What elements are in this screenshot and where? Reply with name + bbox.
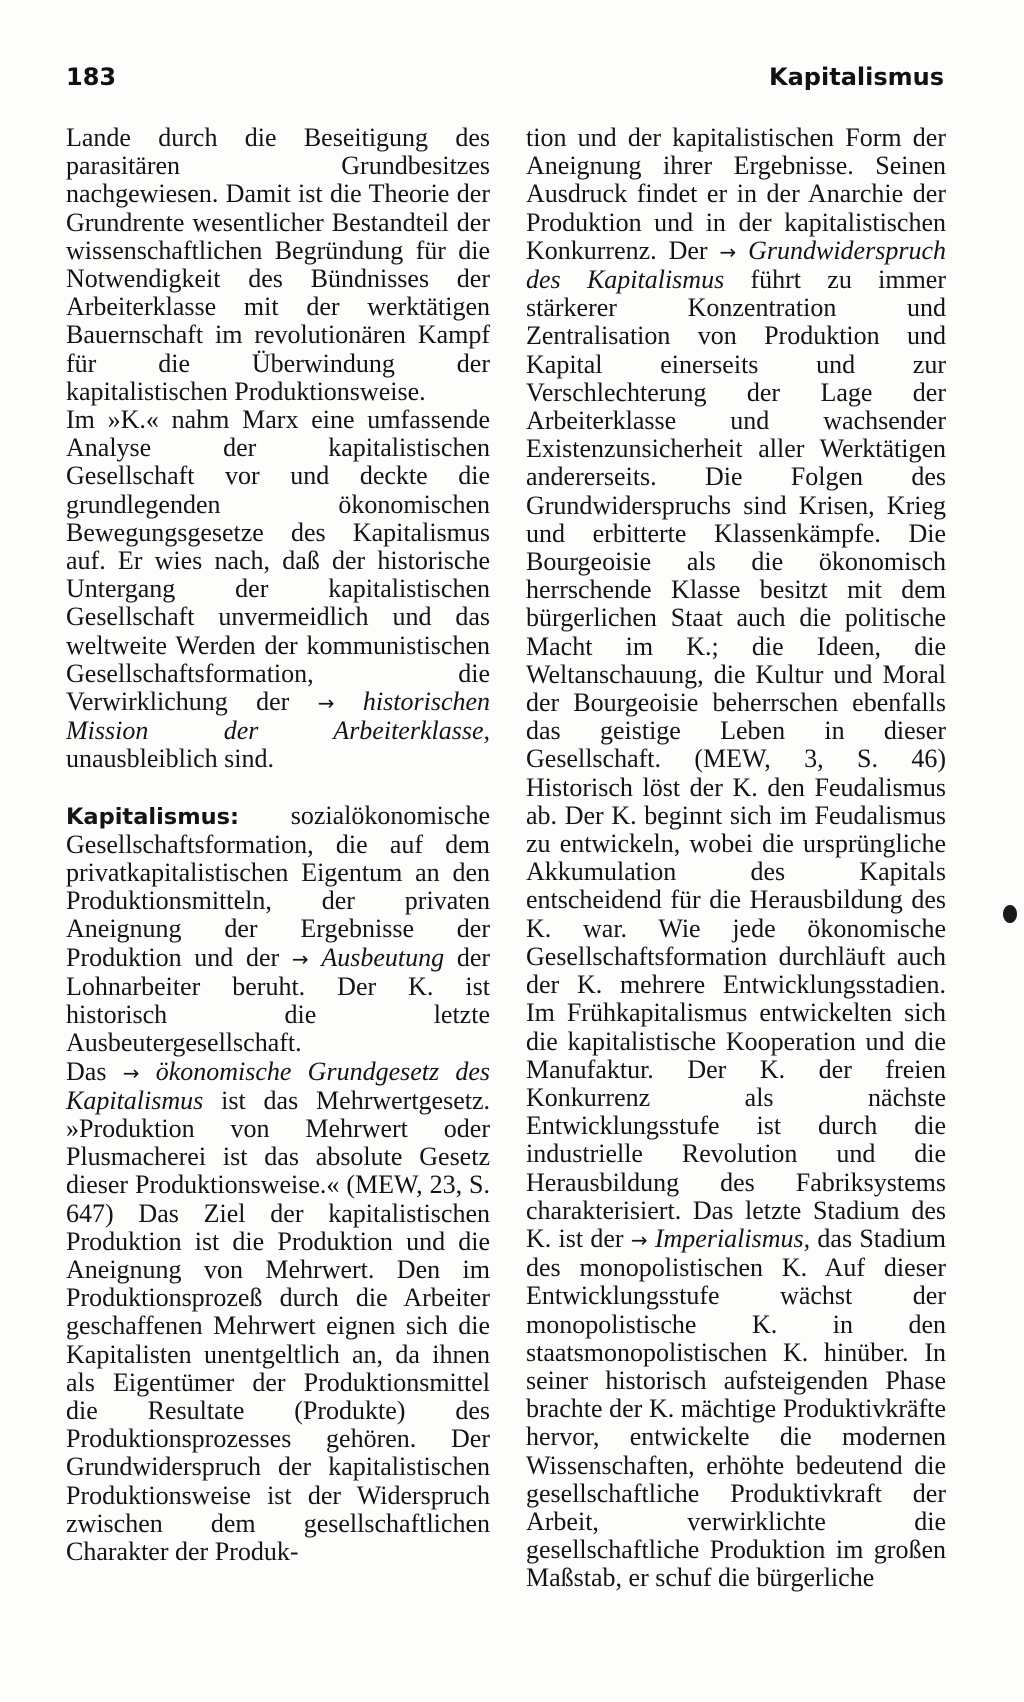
- cross-reference-ausbeutung[interactable]: Ausbeutung: [321, 942, 445, 972]
- cross-reference-arrow-icon: →: [291, 946, 309, 971]
- paragraph-text: tion und der kapitalistischen Form der Aneignung ihrer Ergebnisse. Seinen Ausdruck findet er in der Anarchie der Produktion und in der kapitalistischen Konkurrenz. Der: [526, 123, 946, 265]
- running-head: Kapitalismus: [769, 63, 944, 91]
- paragraph-text: ist das Mehrwertgesetz. »Produktion von Mehrwert oder Plusmacherei ist das absolute Gesetz dieser Produktionsweise.« (MEW, 23, S. 647) Das Ziel der kapitalistischen Produktion ist die Produktion und die Aneignung von Mehrwert. Den im Produktionsprozeß durch die Arbeiter geschaffenen Mehrwert eignen sich die Kapitalisten unentgeltlich an, da ihnen als Eigentümer der Produktionsmittel die Resultate (Produkte) des Produktionsprozesses gehören. Der Grundwiderspruch der kapitalistischen Produktionsweise ist der Widerspruch zwischen dem gesellschaftlichen Charakter der Produk-: [66, 1085, 491, 1566]
- cross-reference-arrow-icon: →: [719, 239, 737, 264]
- paragraph-grundgesetz: [66, 1058, 490, 1567]
- cross-reference-grundwiderspruch[interactable]: Grundwiderspruch des Kapitalismus: [526, 235, 946, 295]
- paragraph-text: führt zu immer stärkerer Konzentration und Zentralisation von Produktion und Kapital einerseits und zur Verschlechterung der Lage der Arbeiterklasse und wachsender Existenzunsicherheit aller Werktätigen andererseits. Die Folgen des Grundwiderspruchs sind Krisen, Krieg und erbitterte Klassenkämpfe. Die Bourgeoisie als die ökonomisch herrschende Klasse besitzt mit dem bürgerlichen Staat auch die politische Macht im K.; die Ideen, die Weltanschauung, die Kultur und Moral der Bourgeoisie beherrschen ebenfalls das geistige Leben in dieser Gesellschaft. (MEW, 3, S. 46) Historisch löst der K. den Feudalismus ab. Der K. beginnt sich im Feudalismus zu entwickeln, wobei die ursprüngliche Akkumulation des Kapitals entscheidend für die Herausbildung des K. war. Wie jede ökonomische Gesellschaftsformation durchläuft auch der K. mehrere Entwicklungsstadien. Im Frühkapitalismus entwickelten sich die kapitalistische Kooperation und die Manufaktur. Der K. der freien Konkurrenz als nächste Entwicklungsstufe ist durch die industrielle Revolution und die Herausbildung des Fabriksystems charakterisiert. Das letzte Stadium des K. ist der: [526, 265, 946, 1253]
- cross-reference-imperialismus[interactable]: Imperialismus,: [654, 1223, 811, 1253]
- right-column: [526, 124, 946, 1593]
- paragraph-text: das Stadium des monopolistischen K. Auf dieser Entwicklungsstufe wächst der monopolistische K. in den staatsmonopolistischen K. hinüber. In seiner historisch aufsteigenden Phase brachte der K. mächtige Produktivkräfte hervor, entwickelte die modernen Wissenschaften, erhöhte bedeutend die gesellschaftliche Produktivkraft der Arbeit, verwirklichte die gesellschaftliche Produktion im großen Maßstab, er schuf die bürgerliche: [526, 1223, 946, 1593]
- paragraph-text: der Lohnarbeiter beruht. Der K. ist historisch die letzte Ausbeutergesellschaft.: [66, 942, 491, 1058]
- cross-reference-oekonomisches-grundgesetz[interactable]: ökonomische Grundgesetz des Kapitalismus: [66, 1056, 491, 1115]
- paragraph-text: unausbleiblich sind.: [66, 744, 274, 774]
- paragraph-text: Im »K.« nahm Marx eine umfassende Analyse der kapitalistischen Gesellschaft vor und deckte die grundlegenden ökonomischen Bewegungsgesetze des Kapitalismus auf. Er wies nach, daß der historische Untergang der kapitalistischen Gesellschaft unvermeidlich und das weltweite Werden der kommunistischen Gesellschaftsformation, die Verwirklichung der: [66, 405, 490, 717]
- entry-kapitalismus: [66, 802, 490, 1058]
- paragraph-marx-analysis: [66, 406, 490, 774]
- cross-reference-historische-mission[interactable]: historischen Mission der Arbeiterklasse,: [66, 687, 491, 746]
- page-number: 183: [66, 63, 117, 91]
- cross-reference-arrow-icon: →: [122, 1060, 140, 1085]
- cross-reference-arrow-icon: →: [630, 1227, 648, 1252]
- cross-reference-arrow-icon: →: [317, 691, 335, 716]
- paragraph-continued: [526, 124, 946, 1593]
- paragraph-text: Das: [66, 1056, 107, 1086]
- left-column: [66, 124, 490, 1566]
- paragraph-text: sozialökonomische Gesellschaftsformation, die auf dem privatkapitalistischen Eigentum an den Produktionsmitteln, der privaten Aneignung der Ergebnisse der Produktion und der: [66, 800, 490, 972]
- entry-lemma: Kapitalismus:: [66, 803, 240, 830]
- margin-dot-mark: [1003, 905, 1017, 923]
- paragraph-grundrente: Lande durch die Beseitigung des parasitären Grundbesitzes nachgewiesen. Damit ist die Theorie der Grundrente wesentlicher Bestandteil der wissenschaftlichen Begründung für die Notwendigkeit des Bündnisses der Arbeiterklasse mit der werktätigen Bauernschaft im revolutionären Kampf für die Überwindung der kapitalistischen Produktionsweise.: [66, 123, 490, 406]
